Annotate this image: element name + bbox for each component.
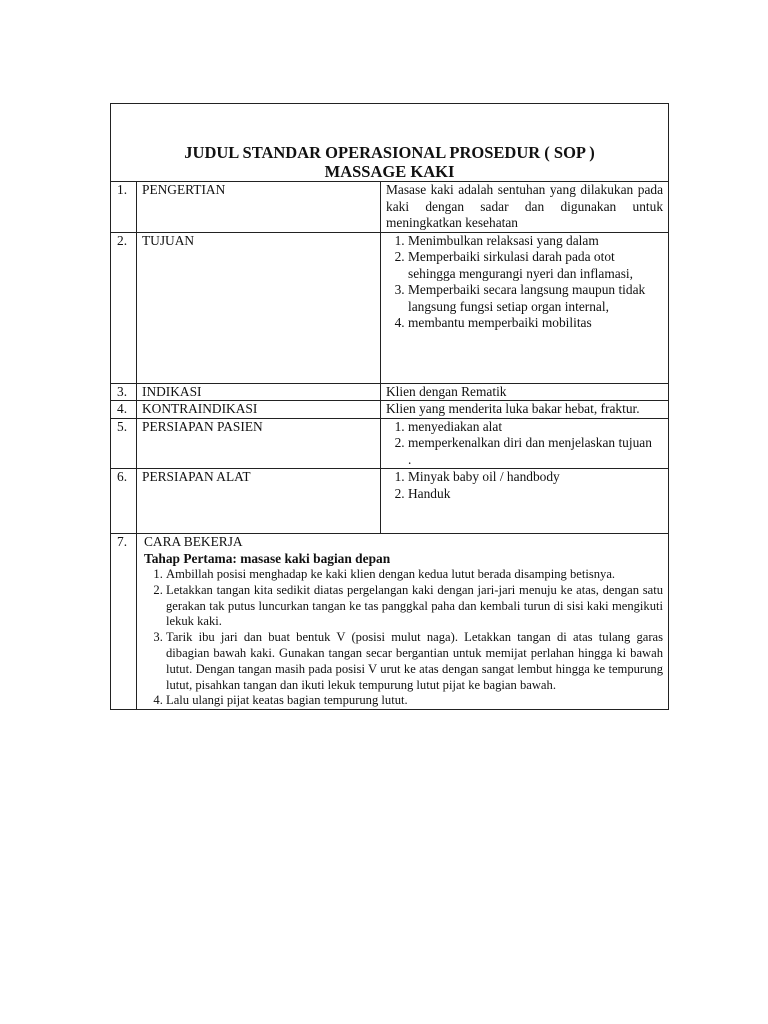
- list-item: 2. Handuk: [408, 486, 663, 503]
- table-row: [111, 534, 669, 710]
- list-item: 3. Memperbaiki secara langsung maupun tidak langsung fungsi setiap organ internal,: [408, 282, 663, 315]
- row-label: TUJUAN: [137, 232, 381, 383]
- item-list: [386, 419, 663, 452]
- item-list: [386, 469, 663, 502]
- procedure-cell: [137, 534, 669, 710]
- row-content: [381, 232, 669, 383]
- list-item: 1. Ambillah posisi menghadap ke kaki klien dengan kedua lutut berada disamping betisnya.: [166, 567, 663, 583]
- procedure-subheading: Tahap Pertama: masase kaki bagian depan: [144, 550, 391, 566]
- table-row: [111, 418, 669, 469]
- row-content: [381, 418, 669, 469]
- item-list: [386, 233, 663, 332]
- document-subtitle: MASSAGE KAKI: [324, 162, 455, 181]
- row-number: 1.: [111, 182, 137, 233]
- list-item: 4. Lalu ulangi pijat keatas bagian tempurung lutut.: [166, 693, 663, 709]
- list-item: 2. Memperbaiki sirkulasi darah pada otot sehingga mengurangi nyeri dan inflamasi,: [408, 249, 663, 282]
- row-label: KONTRAINDIKASI: [137, 401, 381, 419]
- row-number: 7.: [111, 534, 137, 710]
- row-number: 6.: [111, 469, 137, 534]
- row-label: PENGERTIAN: [137, 182, 381, 233]
- table-row: [111, 383, 669, 401]
- list-item: 2. Letakkan tangan kita sedikit diatas pergelangan kaki dengan jari-jari menuju ke atas, dengan satu gerakan tak putus luncurkan tangan ke tas panggkal paha dan kembali turun di sisi kaki mengikuti lekuk kaki.: [166, 583, 663, 630]
- sop-table: [110, 103, 669, 710]
- row-content: Klien dengan Rematik: [381, 383, 669, 401]
- table-row: [111, 232, 669, 383]
- table-row: [111, 182, 669, 233]
- document-title: JUDUL STANDAR OPERASIONAL PROSEDUR ( SOP ): [184, 143, 595, 162]
- list-item: 1. Menimbulkan relaksasi yang dalam: [408, 233, 663, 250]
- row-content: Klien yang menderita luka bakar hebat, fraktur.: [381, 401, 669, 419]
- row-number: 3.: [111, 383, 137, 401]
- trailing-dot: .: [408, 451, 412, 467]
- table-row: [111, 401, 669, 419]
- row-number: 5.: [111, 418, 137, 469]
- title-row: [111, 104, 669, 182]
- title-cell: [111, 104, 669, 182]
- row-content: Masase kaki adalah sentuhan yang dilakukan pada kaki dengan sadar dan digunakan untuk meningkatkan kesehatan: [381, 182, 669, 233]
- row-number: 4.: [111, 401, 137, 419]
- table-row: [111, 469, 669, 534]
- row-label: CARA BEKERJA: [144, 534, 243, 549]
- procedure-steps: [144, 567, 663, 709]
- list-item: 1. Minyak baby oil / handbody: [408, 469, 663, 486]
- list-item: 2. memperkenalkan diri dan menjelaskan tujuan: [408, 435, 663, 452]
- row-content: [381, 469, 669, 534]
- list-item: 4. membantu memperbaiki mobilitas: [408, 315, 663, 332]
- list-item: 1. menyediakan alat: [408, 419, 663, 436]
- list-item: 3. Tarik ibu jari dan buat bentuk V (posisi mulut naga). Letakkan tangan di atas tulang garas dibagian bawah kaki. Gunakan tangan secar bergantian untuk memijat perlahan hingga ki bawah lutut. Dengan tangan masih pada posisi V urut ke atas dengan sangat lembut hingga ke tempurung lutut, pisahkan tangan dan ikuti lekuk tempurung lutut pijat ke bagian bawah.: [166, 630, 663, 693]
- row-number: 2.: [111, 232, 137, 383]
- row-label: PERSIAPAN PASIEN: [137, 418, 381, 469]
- row-label: PERSIAPAN ALAT: [137, 469, 381, 534]
- row-label: INDIKASI: [137, 383, 381, 401]
